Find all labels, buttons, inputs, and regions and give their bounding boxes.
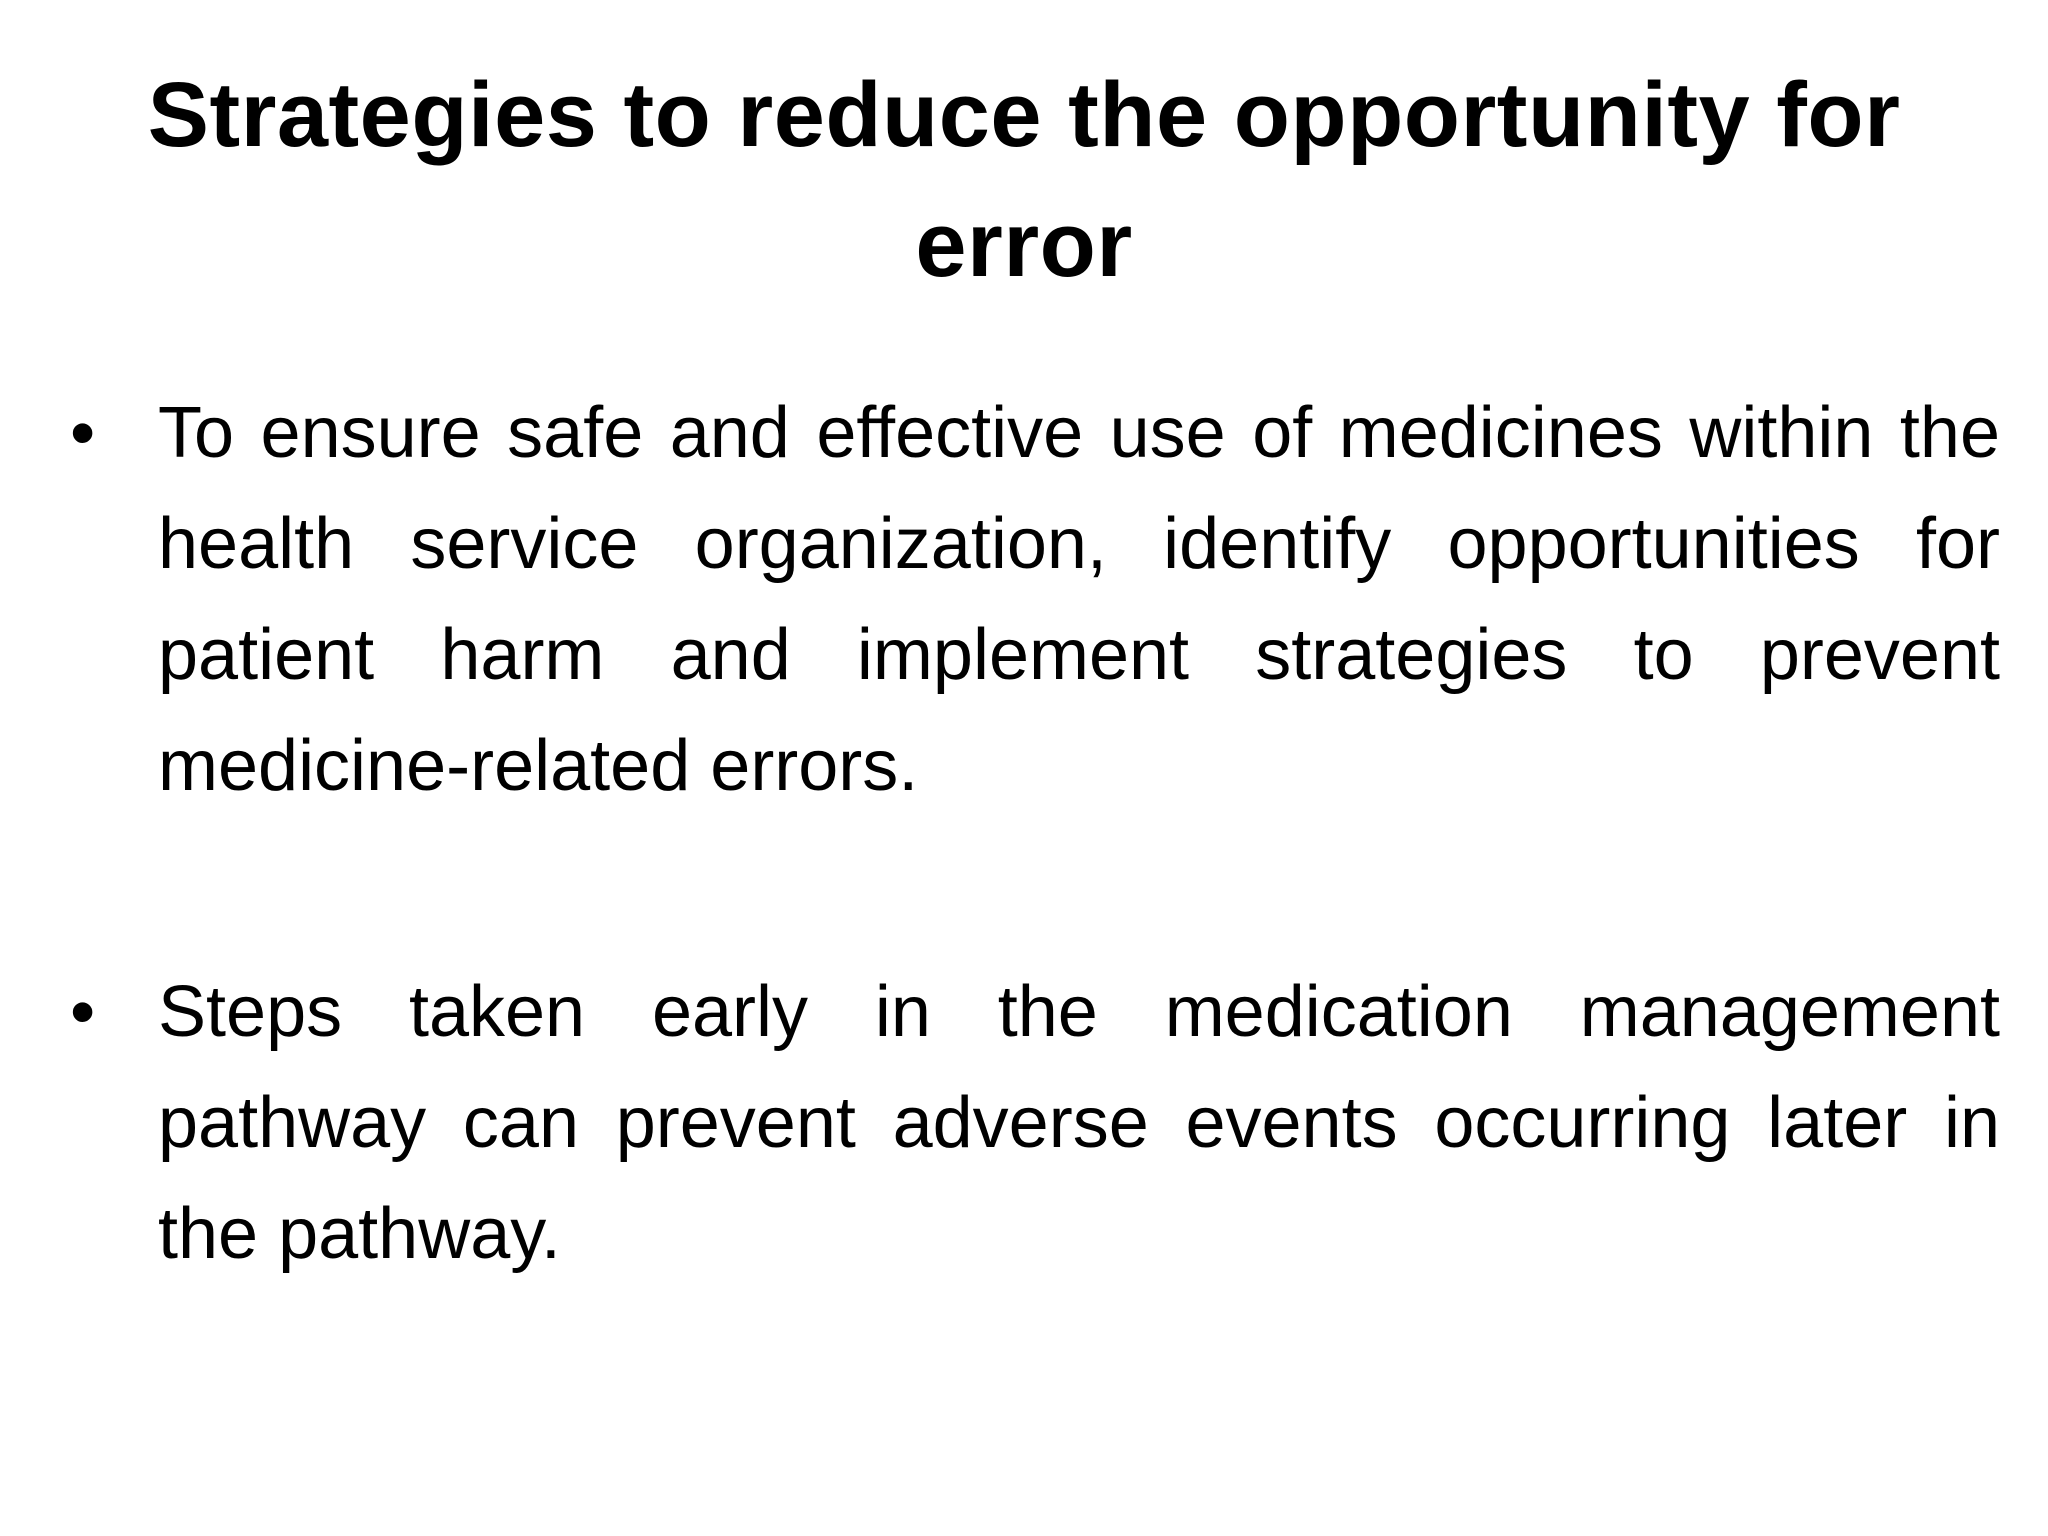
bullet-dot-icon: • bbox=[70, 393, 96, 473]
bullet-item bbox=[70, 378, 2000, 822]
bullet-item bbox=[70, 957, 2000, 1290]
bullet-list bbox=[70, 378, 2000, 1290]
bullet-text: To ensure safe and effective use of medicines within the health service organization, identify opportunities for patient harm and implement strategies to prevent medicine-related errors. bbox=[158, 393, 2000, 806]
slide-title: Strategies to reduce the opportunity for error bbox=[147, 64, 1901, 296]
bullet-dot-icon: • bbox=[70, 972, 96, 1052]
bullet-text: Steps taken early in the medication management pathway can prevent adverse events occurring later in the pathway. bbox=[158, 972, 2000, 1274]
